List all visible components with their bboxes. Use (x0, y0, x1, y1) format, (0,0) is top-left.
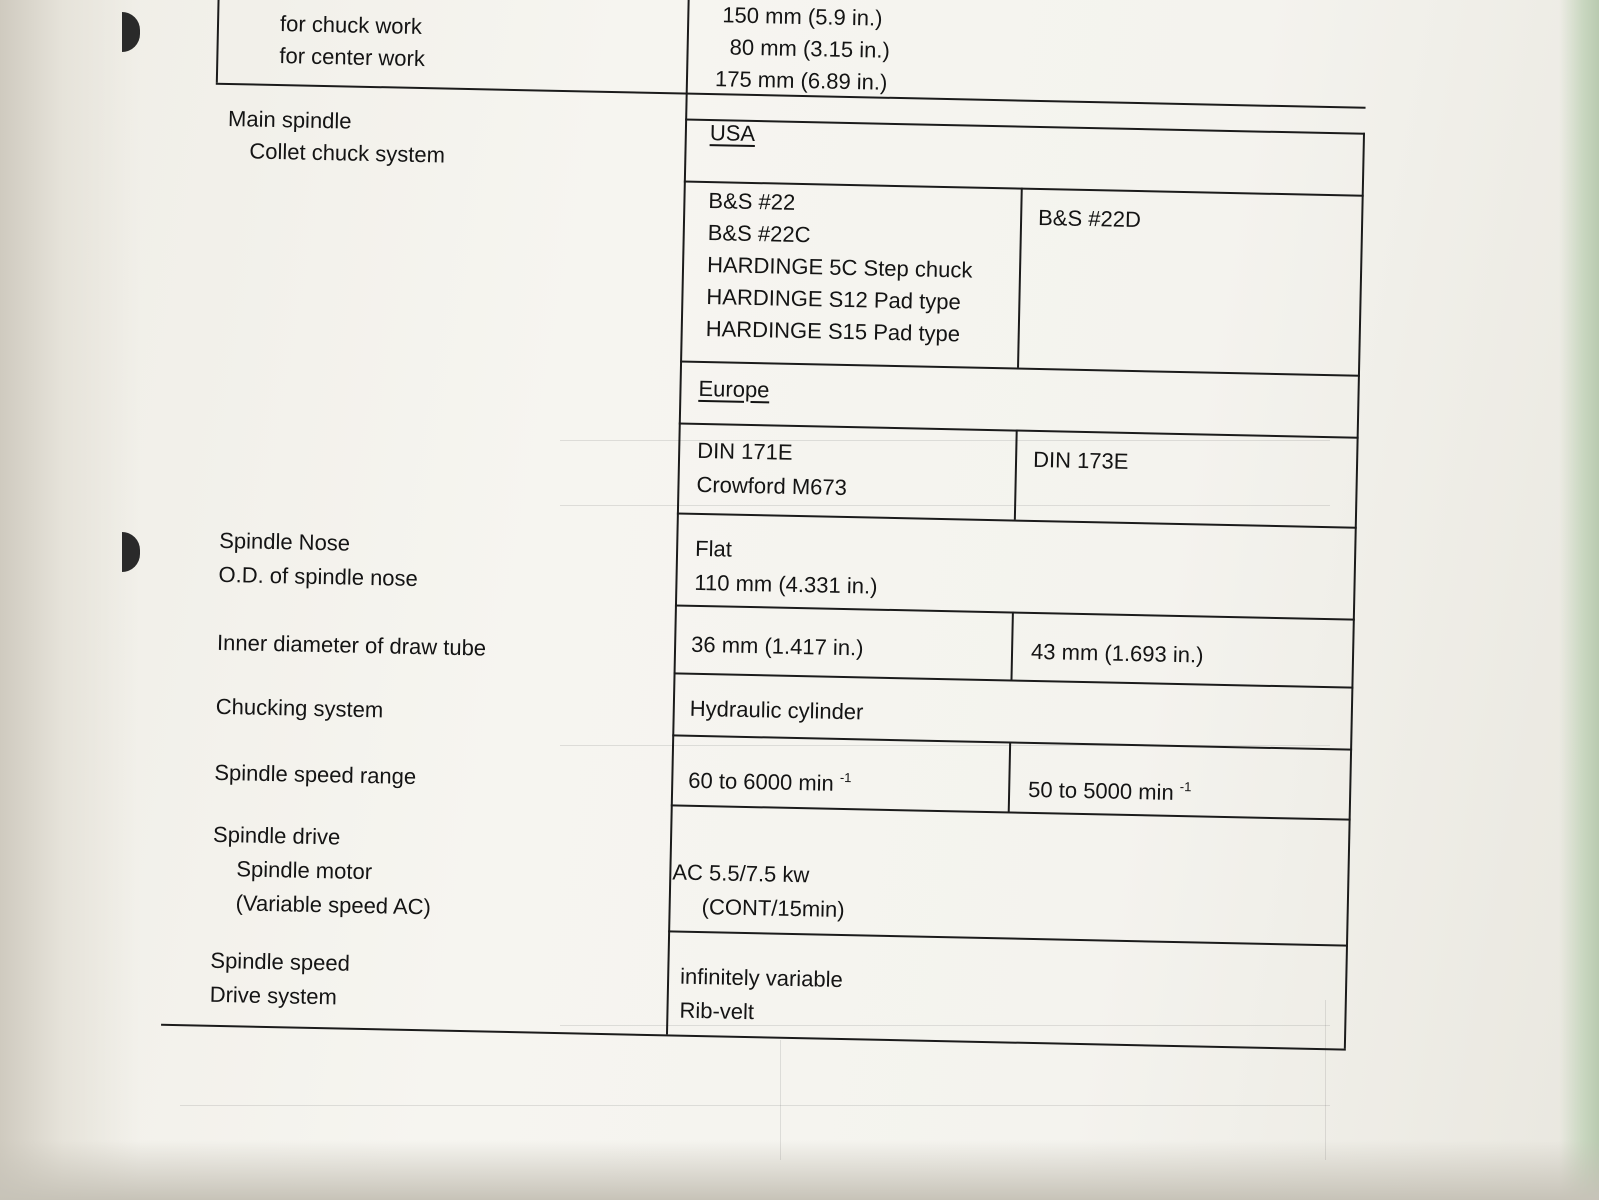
value-od-spindle-nose: 110 mm (4.331 in.) (694, 569, 878, 599)
europe-right-value: DIN 173E (1032, 446, 1129, 474)
usa-item: HARDINGE S12 Pad type (706, 284, 961, 315)
bottom-shadow (0, 1140, 1599, 1200)
binding-shadow (0, 0, 140, 1200)
value-top-partial: 150 mm (5.9 in.) (722, 2, 883, 31)
speed-left-text: 60 to 6000 min (688, 767, 835, 796)
value-motor: AC 5.5/7.5 kw (672, 859, 810, 888)
label-collet-chuck-system: Collet chuck system (249, 138, 446, 168)
usa-item: HARDINGE 5C Step chuck (706, 252, 973, 283)
label-spindle-speed: Spindle speed (210, 947, 351, 976)
usa-item: B&S #22C (707, 220, 811, 248)
value-drive-2: Rib-velt (679, 997, 755, 1025)
label-chucking-system: Chucking system (215, 693, 384, 723)
europe-item: DIN 171E (696, 437, 793, 465)
header-europe: Europe (698, 375, 770, 403)
usa-right-value: B&S #22D (1037, 204, 1142, 233)
label-main-spindle: Main spindle (227, 105, 352, 134)
value-spindle-nose: Flat (694, 535, 733, 562)
speed-right-text: 50 to 5000 min (1027, 776, 1174, 805)
value-chucking-system: Hydraulic cylinder (689, 695, 864, 725)
label-spindle-motor: Spindle motor (236, 856, 373, 885)
value-extra: 175 mm (6.89 in.) (714, 66, 888, 95)
usa-item: HARDINGE S15 Pad type (705, 316, 961, 347)
label-chuck-work: for chuck work (279, 11, 423, 40)
header-usa: USA (709, 120, 756, 147)
speed-right-exp: -1 (1179, 779, 1192, 795)
speed-left-exp: -1 (839, 769, 852, 786)
value-inner-diameter-right: 43 mm (1.693 in.) (1030, 638, 1204, 668)
value-drive-1: infinitely variable (679, 963, 844, 993)
label-spindle-nose: Spindle Nose (218, 527, 351, 556)
value-inner-diameter-left: 36 mm (1.417 in.) (690, 631, 864, 661)
label-drive-system: Drive system (209, 981, 338, 1010)
page-edge (1559, 0, 1599, 1200)
value-center-work: 80 mm (3.15 in.) (729, 34, 891, 63)
label-inner-diameter: Inner diameter of draw tube (216, 629, 487, 661)
label-variable-speed: (Variable speed AC) (235, 890, 432, 920)
value-speed-range-left (688, 759, 852, 800)
label-od-spindle-nose: O.D. of spindle nose (218, 561, 419, 592)
label-spindle-speed-range: Spindle speed range (214, 759, 417, 790)
value-motor-duty: (CONT/15min) (701, 894, 845, 923)
usa-item: B&S #22 (708, 188, 796, 215)
europe-item: Crowford M673 (696, 471, 848, 501)
spec-table (160, 0, 1373, 1103)
label-spindle-drive: Spindle drive (212, 821, 341, 850)
value-speed-range-right (1028, 768, 1192, 809)
label-center-work: for center work (279, 43, 426, 72)
